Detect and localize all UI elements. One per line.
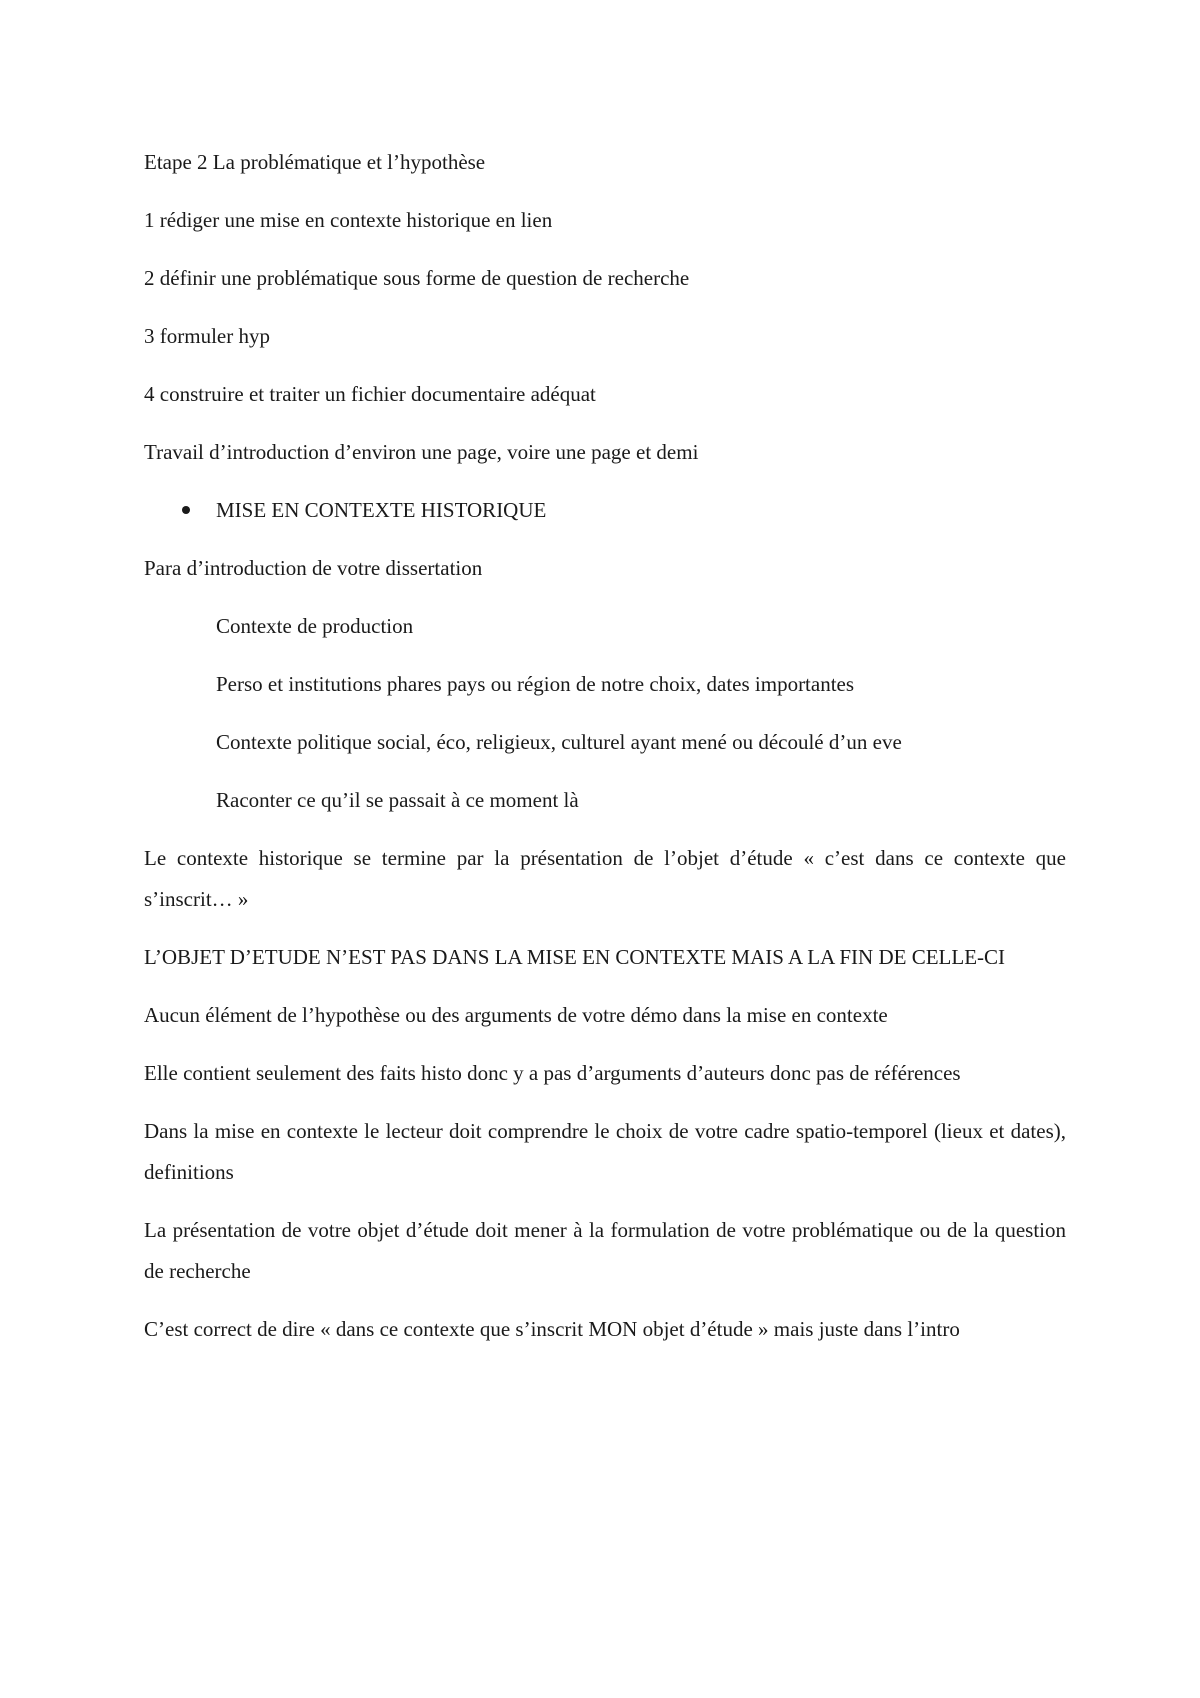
bullet-icon (182, 506, 190, 514)
indented-line: Contexte de production (216, 614, 414, 638)
document-body (144, 142, 1066, 1367)
caps-paragraph: L’OBJET D’ETUDE N’EST PAS DANS LA MISE EN CONTEXTE MAIS A LA FIN DE CELLE-CI (144, 945, 1006, 969)
paragraph: Le contexte historique se termine par la présentation de l’objet d’étude « c’est dans ce contexte que s’inscrit… » (144, 846, 1066, 911)
paragraph: Elle contient seulement des faits histo donc y a pas d’arguments d’auteurs donc pas de références (144, 1061, 961, 1085)
paragraph: C’est correct de dire « dans ce contexte que s’inscrit MON objet d’étude » mais juste dans l’intro (144, 1317, 960, 1341)
document-title: Etape 2 La problématique et l’hypothèse (144, 150, 486, 174)
paragraph: Aucun élément de l’hypothèse ou des arguments de votre démo dans la mise en contexte (144, 1003, 888, 1027)
paragraph: Dans la mise en contexte le lecteur doit comprendre le choix de votre cadre spatio-temporel (lieux et dates), definitions (144, 1119, 1066, 1184)
step-item: 1 rédiger une mise en contexte historique en lien (144, 208, 553, 232)
indented-line: Perso et institutions phares pays ou région de notre choix, dates importantes (216, 672, 855, 696)
section-heading: MISE EN CONTEXTE HISTORIQUE (216, 498, 547, 522)
bullet-item (144, 490, 1066, 531)
step-item: 4 construire et traiter un fichier documentaire adéquat (144, 382, 596, 406)
indented-line: Raconter ce qu’il se passait à ce moment là (216, 788, 579, 812)
paragraph: Travail d’introduction d’environ une page, voire une page et demi (144, 440, 699, 464)
step-item: 3 formuler hyp (144, 324, 270, 348)
step-item: 2 définir une problématique sous forme de question de recherche (144, 266, 690, 290)
paragraph: La présentation de votre objet d’étude doit mener à la formulation de votre problématique ou de la question de recherche (144, 1218, 1066, 1283)
paragraph: Para d’introduction de votre dissertation (144, 556, 483, 580)
indented-line: Contexte politique social, éco, religieux, culturel ayant mené ou découlé d’un eve (216, 730, 902, 754)
